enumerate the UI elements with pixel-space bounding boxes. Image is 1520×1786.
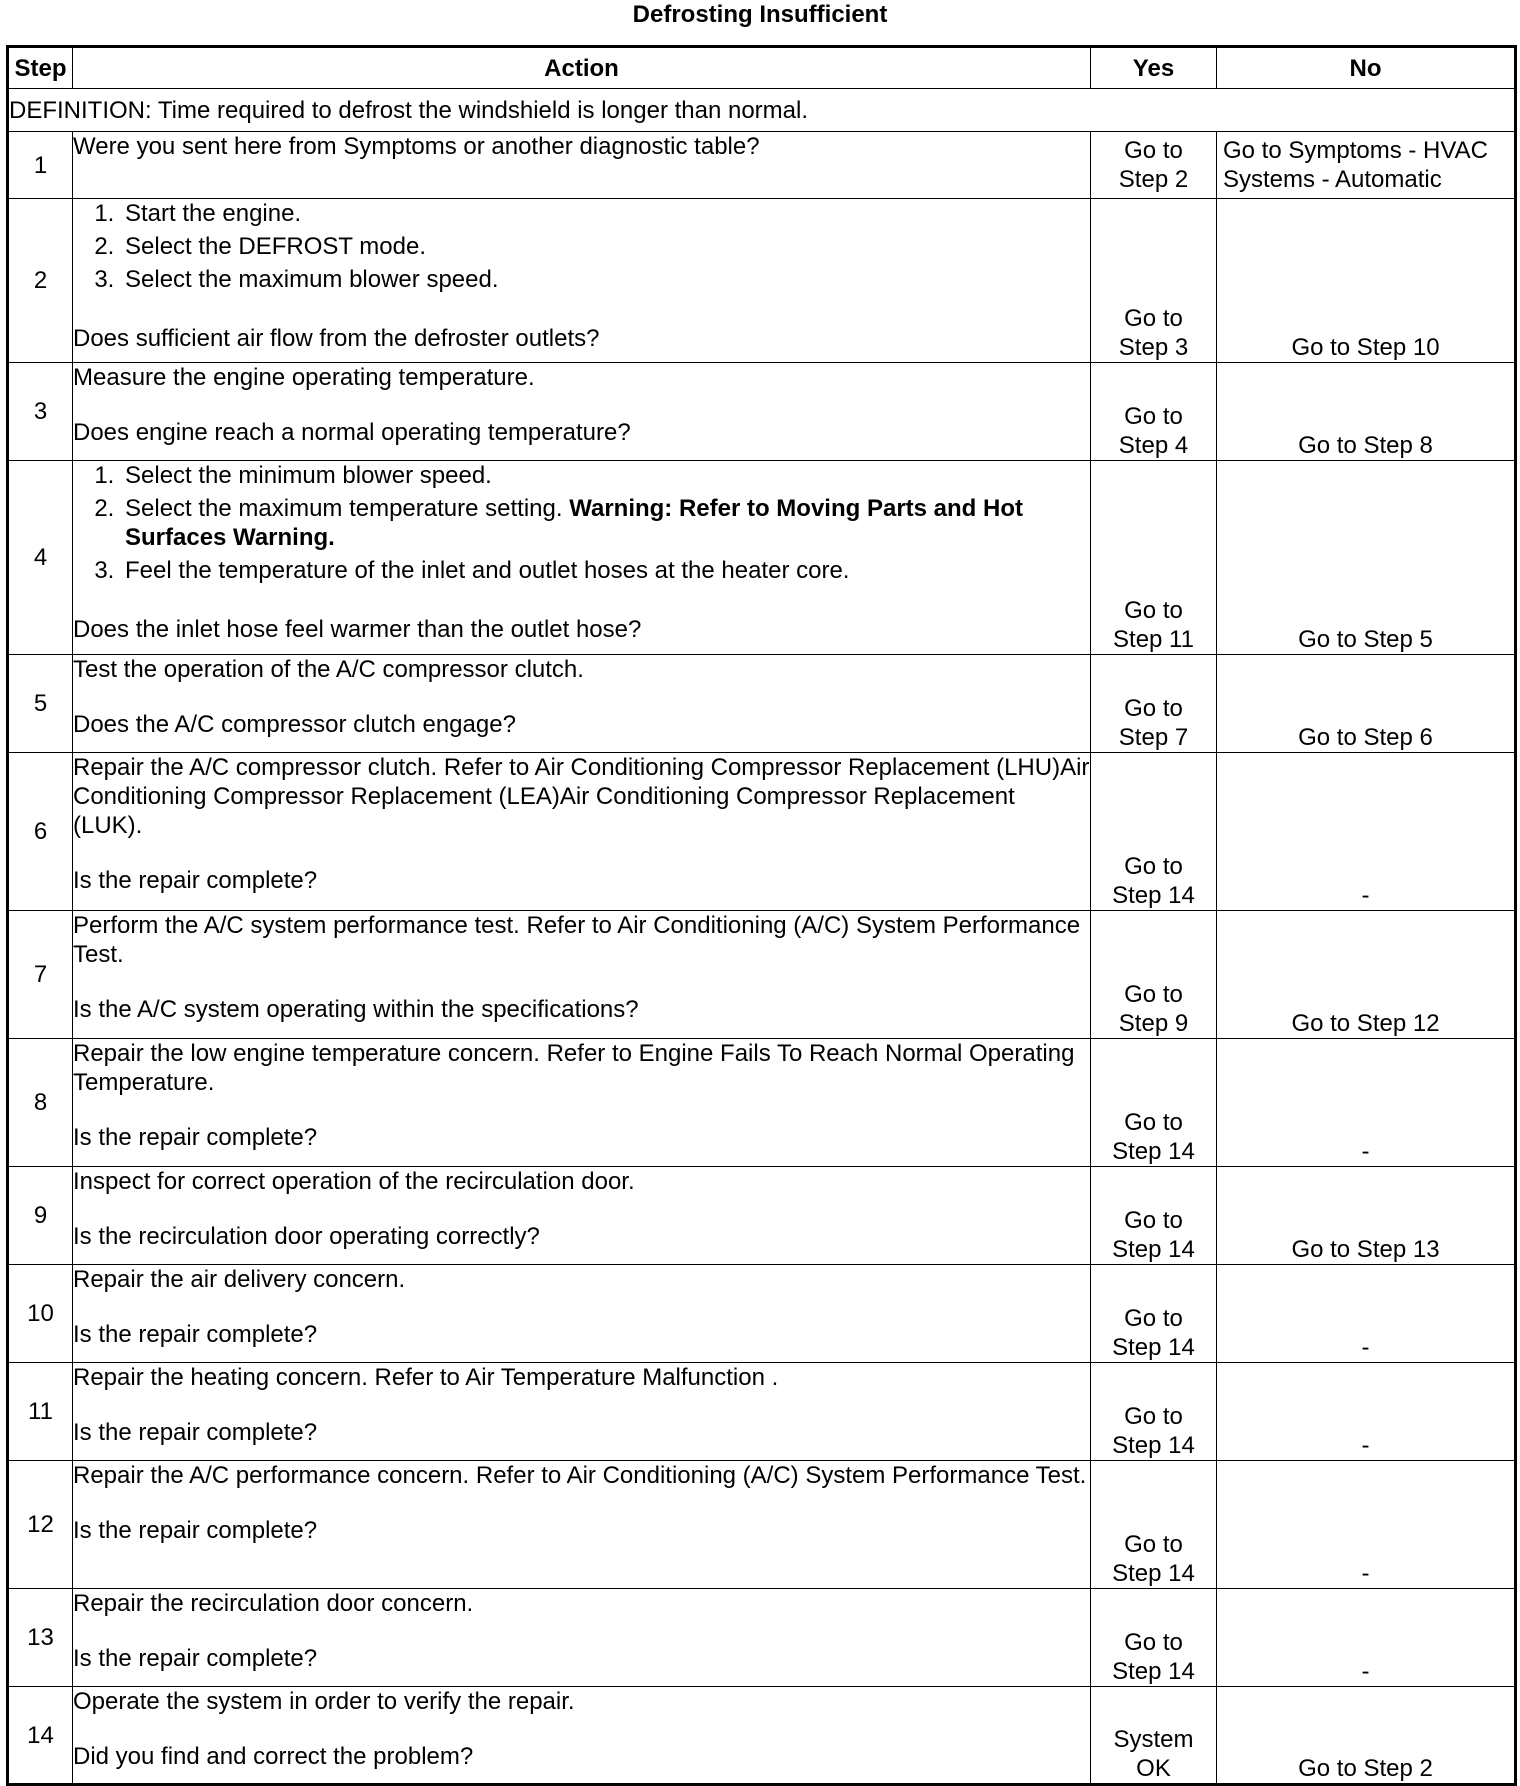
yes-line1: Go to — [1124, 1403, 1183, 1430]
list-item: 1. Start the engine. — [121, 199, 1090, 228]
step-number: 9 — [8, 1167, 73, 1265]
definition-text: DEFINITION: Time required to defrost the windshield is longer than normal. — [8, 89, 1516, 132]
action-cell — [73, 132, 1091, 199]
action-cell — [73, 1461, 1091, 1589]
list-item: 3. Select the maximum blower speed. — [121, 265, 1090, 294]
action-text: Repair the A/C compressor clutch. Refer to Air Conditioning Compressor Replacement (LHU)Air Conditioning Compressor Replacement (LEA)Air Conditioning Compressor Replacement (LUK). — [73, 754, 1090, 839]
no-cell: - — [1217, 1039, 1516, 1167]
yes-line1: Go to — [1124, 1207, 1183, 1234]
table-row — [8, 1167, 1516, 1265]
action-cell — [73, 911, 1091, 1039]
no-line1: Go to Symptoms - HVAC — [1223, 137, 1488, 164]
action-text: Operate the system in order to verify the repair. — [73, 1688, 575, 1715]
action-cell — [73, 655, 1091, 753]
question-text: Is the repair complete? — [73, 1124, 318, 1151]
yes-line2: Step 9 — [1118, 1010, 1189, 1037]
table-row — [8, 911, 1516, 1039]
header-action: Action — [73, 47, 1091, 89]
step-number: 11 — [8, 1363, 73, 1461]
yes-cell — [1091, 655, 1217, 753]
header-step: Step — [8, 47, 73, 89]
yes-line1: Go to — [1124, 137, 1183, 164]
list-item: 2. Select the DEFROST mode. — [121, 232, 1090, 261]
yes-line2: Step 14 — [1112, 1432, 1195, 1459]
action-cell — [73, 461, 1091, 655]
table-row — [8, 1039, 1516, 1167]
step-number: 13 — [8, 1589, 73, 1687]
yes-line1: Go to — [1124, 403, 1183, 430]
step-number: 12 — [8, 1461, 73, 1589]
list-item: 1. Select the minimum blower speed. — [121, 461, 1090, 490]
action-text: Repair the A/C performance concern. Refer to Air Conditioning (A/C) System Performance Test. — [73, 1462, 1087, 1489]
yes-line2: Step 14 — [1112, 1560, 1195, 1587]
instruction-list — [73, 199, 1090, 294]
no-cell: Go to Step 6 — [1217, 655, 1516, 753]
warning-text: Warning: Refer to Moving Parts and Hot Surfaces Warning. — [125, 495, 1023, 551]
yes-line1: Go to — [1124, 305, 1183, 332]
no-cell: Go to Step 5 — [1217, 461, 1516, 655]
action-cell — [73, 199, 1091, 363]
question-text: Is the recirculation door operating correctly? — [73, 1223, 540, 1250]
action-text: Repair the low engine temperature concern. Refer to Engine Fails To Reach Normal Operating Temperature. — [73, 1040, 1075, 1096]
action-text: Repair the air delivery concern. — [73, 1266, 406, 1293]
no-cell: - — [1217, 1461, 1516, 1589]
table-row — [8, 1265, 1516, 1363]
yes-cell — [1091, 1265, 1217, 1363]
action-text: Perform the A/C system performance test. Refer to Air Conditioning (A/C) System Performance Test. — [73, 912, 1081, 968]
yes-cell — [1091, 363, 1217, 461]
action-cell — [73, 1589, 1091, 1687]
action-text: Test the operation of the A/C compressor clutch. — [73, 656, 584, 683]
table-row — [8, 1589, 1516, 1687]
action-text: Repair the heating concern. Refer to Air Temperature Malfunction . — [73, 1364, 779, 1391]
yes-line2: Step 7 — [1118, 724, 1189, 751]
step-number: 6 — [8, 753, 73, 911]
table-row — [8, 1461, 1516, 1589]
yes-line2: Step 4 — [1118, 432, 1189, 459]
yes-cell — [1091, 1039, 1217, 1167]
question-text: Is the repair complete? — [73, 1321, 318, 1348]
table-row — [8, 655, 1516, 753]
no-cell: Go to Step 12 — [1217, 911, 1516, 1039]
yes-line1: Go to — [1124, 597, 1183, 624]
action-cell — [73, 1265, 1091, 1363]
question-text: Does the inlet hose feel warmer than the outlet hose? — [73, 616, 642, 643]
yes-cell — [1091, 753, 1217, 911]
yes-cell — [1091, 1167, 1217, 1265]
table-row — [8, 1687, 1516, 1785]
yes-cell — [1091, 199, 1217, 363]
table-row — [8, 132, 1516, 199]
action-cell — [73, 1363, 1091, 1461]
instruction-list — [73, 461, 1090, 585]
header-row — [8, 47, 1516, 89]
question-text: Does the A/C compressor clutch engage? — [73, 711, 516, 738]
step-number: 10 — [8, 1265, 73, 1363]
question-text: Does sufficient air flow from the defroster outlets? — [73, 325, 600, 352]
question-text: Is the repair complete? — [73, 1517, 318, 1544]
no-cell: - — [1217, 1363, 1516, 1461]
yes-cell — [1091, 1363, 1217, 1461]
table-row — [8, 363, 1516, 461]
definition-row — [8, 89, 1516, 132]
yes-line2: OK — [1136, 1755, 1171, 1782]
list-item-text: Select the maximum temperature setting. — [125, 495, 563, 522]
yes-cell — [1091, 911, 1217, 1039]
yes-line2: Step 14 — [1112, 1658, 1195, 1685]
yes-line1: System — [1113, 1726, 1194, 1753]
step-number: 7 — [8, 911, 73, 1039]
list-item: 3. Feel the temperature of the inlet and outlet hoses at the heater core. — [121, 556, 1090, 585]
step-number: 1 — [8, 132, 73, 199]
yes-line2: Step 2 — [1118, 166, 1189, 193]
yes-cell — [1091, 1461, 1217, 1589]
action-text: Repair the recirculation door concern. — [73, 1590, 474, 1617]
step-number: 5 — [8, 655, 73, 753]
no-cell: Go to Step 2 — [1217, 1687, 1516, 1785]
yes-cell — [1091, 132, 1217, 199]
yes-line2: Step 14 — [1112, 1138, 1195, 1165]
no-cell: Go to Step 13 — [1217, 1167, 1516, 1265]
header-no: No — [1217, 47, 1516, 89]
no-cell: Go to Step 8 — [1217, 363, 1516, 461]
header-yes: Yes — [1091, 47, 1217, 89]
no-cell: Go to Step 10 — [1217, 199, 1516, 363]
page-title: Defrosting Insufficient — [632, 1, 888, 28]
yes-cell — [1091, 461, 1217, 655]
yes-line1: Go to — [1124, 1629, 1183, 1656]
action-text: Measure the engine operating temperature. — [73, 364, 535, 391]
no-cell: - — [1217, 1265, 1516, 1363]
table-row — [8, 1363, 1516, 1461]
yes-line1: Go to — [1124, 981, 1183, 1008]
yes-line1: Go to — [1124, 853, 1183, 880]
yes-line1: Go to — [1124, 695, 1183, 722]
diagnostic-table — [6, 45, 1517, 1786]
action-cell — [73, 1039, 1091, 1167]
yes-cell — [1091, 1589, 1217, 1687]
table-row — [8, 461, 1516, 655]
step-number: 4 — [8, 461, 73, 655]
no-line2: Systems - Automatic — [1223, 166, 1442, 193]
no-cell: - — [1217, 1589, 1516, 1687]
table-row — [8, 753, 1516, 911]
action-text: Inspect for correct operation of the recirculation door. — [73, 1168, 635, 1195]
yes-line2: Step 14 — [1112, 1334, 1195, 1361]
question-text: Did you find and correct the problem? — [73, 1743, 474, 1770]
step-number: 3 — [8, 363, 73, 461]
step-number: 14 — [8, 1687, 73, 1785]
yes-line2: Step 14 — [1112, 882, 1195, 909]
question-text: Is the repair complete? — [73, 1645, 318, 1672]
step-number: 2 — [8, 199, 73, 363]
yes-cell — [1091, 1687, 1217, 1785]
no-cell — [1217, 132, 1516, 199]
action-cell — [73, 753, 1091, 911]
list-item — [121, 494, 1090, 552]
yes-line2: Step 3 — [1118, 334, 1189, 361]
action-cell — [73, 1687, 1091, 1785]
yes-line1: Go to — [1124, 1109, 1183, 1136]
yes-line2: Step 11 — [1113, 626, 1194, 653]
table-row — [8, 199, 1516, 363]
question-text: Is the repair complete? — [73, 867, 318, 894]
step-number: 8 — [8, 1039, 73, 1167]
question-text: Does engine reach a normal operating temperature? — [73, 419, 631, 446]
yes-line1: Go to — [1124, 1531, 1183, 1558]
question-text: Is the repair complete? — [73, 1419, 318, 1446]
action-cell — [73, 363, 1091, 461]
yes-line1: Go to — [1124, 1305, 1183, 1332]
yes-line2: Step 14 — [1112, 1236, 1195, 1263]
action-text: Were you sent here from Symptoms or another diagnostic table? — [73, 133, 760, 160]
question-text: Is the A/C system operating within the specifications? — [73, 996, 639, 1023]
no-cell: - — [1217, 753, 1516, 911]
action-cell — [73, 1167, 1091, 1265]
